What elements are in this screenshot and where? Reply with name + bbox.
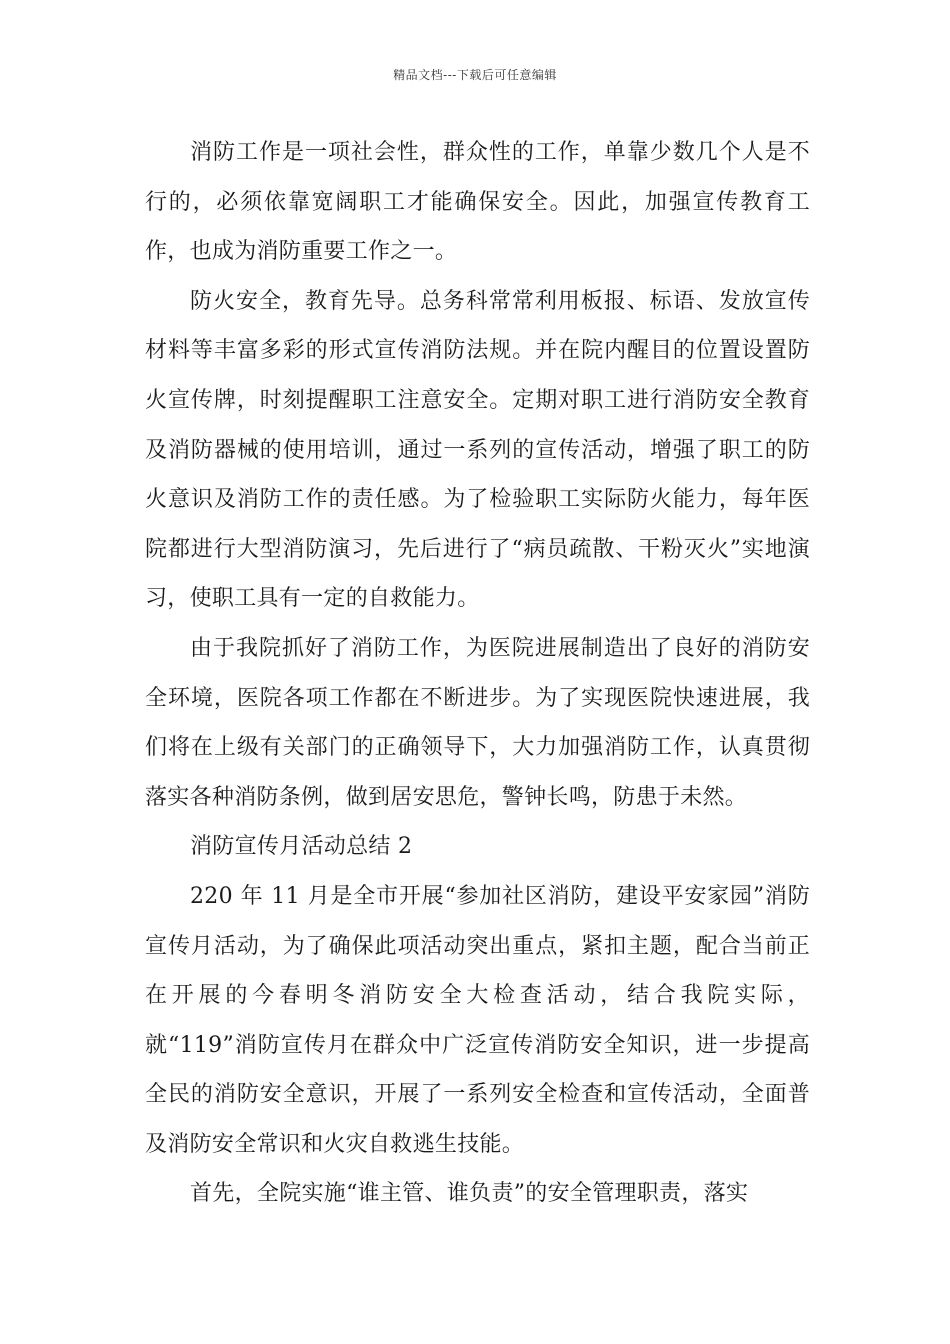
section-heading: 消防宣传月活动总结 2 [190, 834, 413, 860]
page-header: 精品文档---下载后可任意编辑 [393, 68, 557, 82]
paragraph: 消防工作是一项社会性，群众性的工作，单靠少数几个人是不行的，必须依靠宽阔职工才能确保安全。因此，加强宣传教育工作，也成为消防重要工作之一。 [145, 140, 810, 265]
paragraph: 由于我院抓好了消防工作，为医院进展制造出了良好的消防安全环境，医院各项工作都在不断进步。为了实现医院快速进展，我们将在上级有关部门的正确领导下，大力加强消防工作，认真贯彻落实各种消防条例，做到居安思危，警钟长鸣，防患于未然。 [145, 635, 810, 810]
paragraph: 220 年 11 月是全市开展“参加社区消防，建设平安家园”消防宣传月活动，为了确保此项活动突出重点，紧扣主题，配合当前正在开展的今春明冬消防安全大检查活动，结合我院实际，就“119”消防宣传月在群众中广泛宣传消防安全知识，进一步提高全民的消防安全意识，开展了一系列安全检查和宣传活动，全面普及消防安全常识和火灾自救逃生技能。 [145, 883, 810, 1157]
paragraph: 防火安全，教育先导。总务科常常利用板报、标语、发放宣传材料等丰富多彩的形式宣传消防法规。并在院内醒目的位置设置防火宣传牌，时刻提醒职工注意安全。定期对职工进行消防安全教育及消防器械的使用培训，通过一系列的宣传活动，增强了职工的防火意识及消防工作的责任感。为了检验职工实际防火能力，每年医院都进行大型消防演习，先后进行了“病员疏散、干粉灭火”实地演习，使职工具有一定的自救能力。 [145, 288, 810, 612]
paragraph: 首先，全院实施“谁主管、谁负责”的安全管理职责，落实 [190, 1181, 749, 1207]
document-body [145, 128, 810, 1219]
